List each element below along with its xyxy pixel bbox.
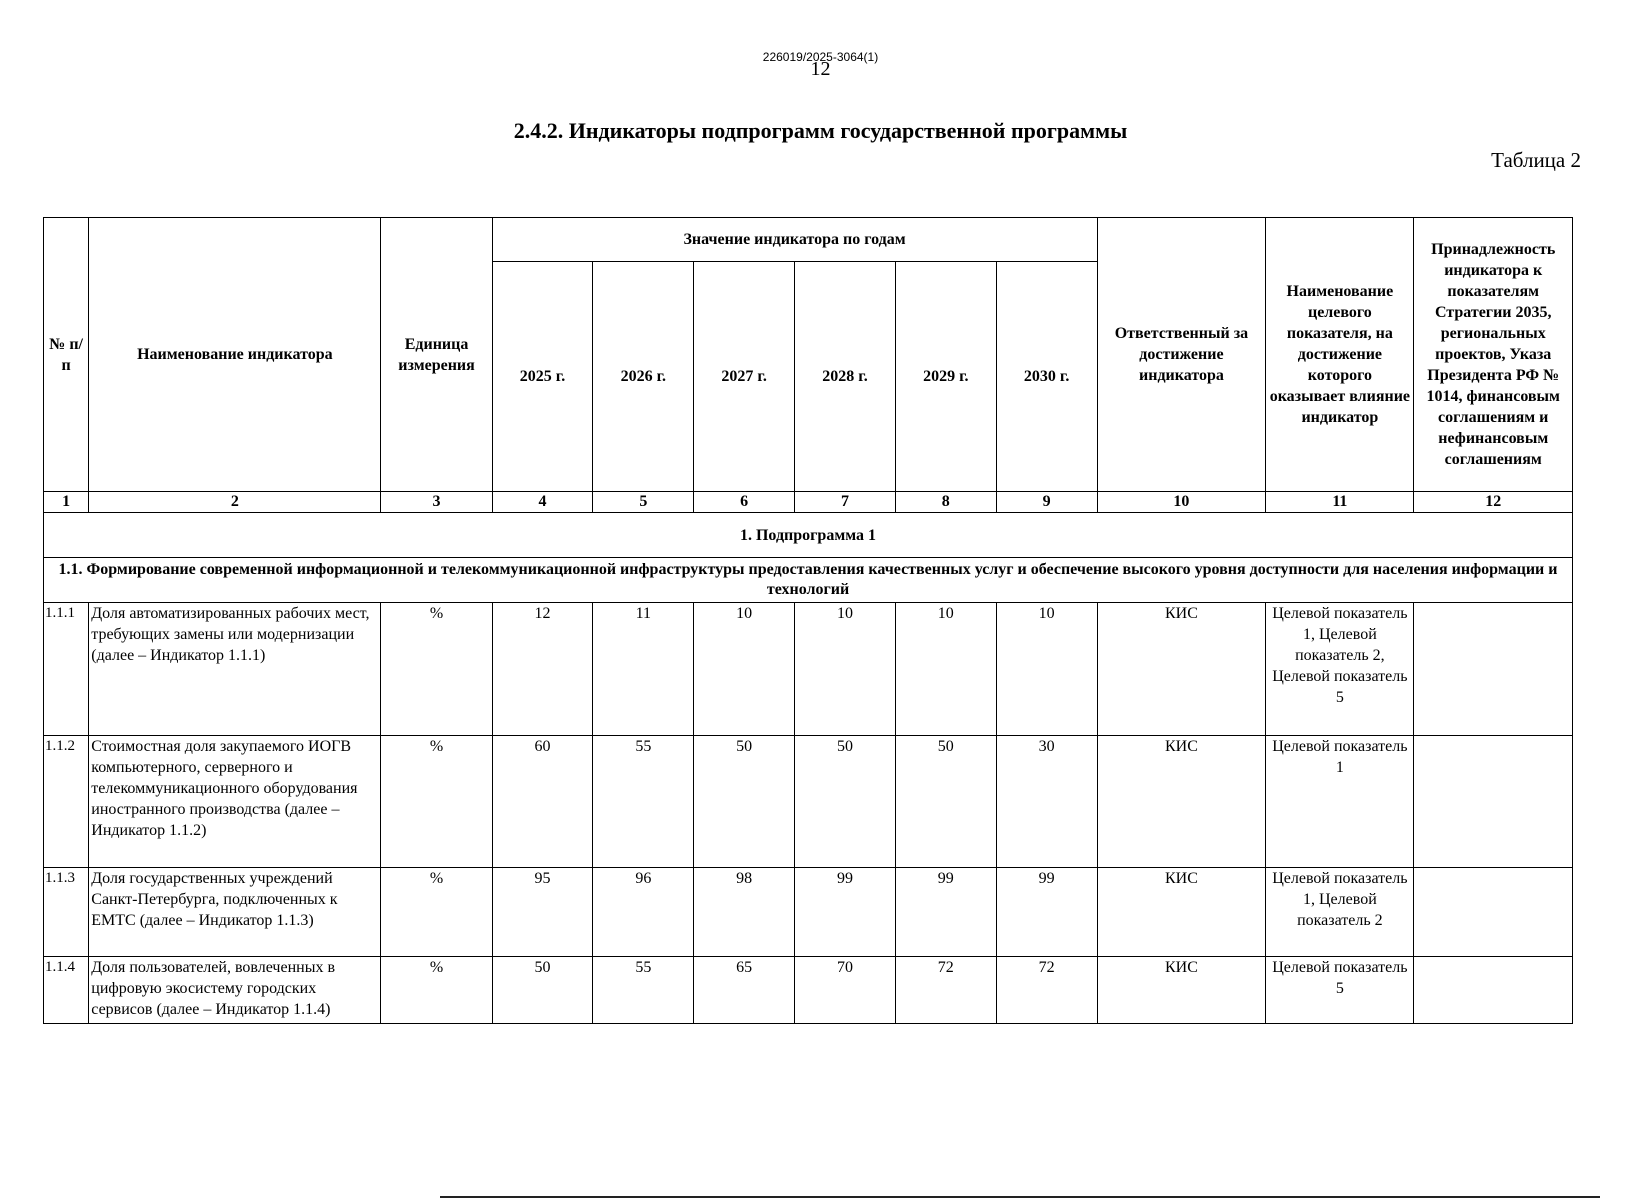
value-cell: 99 — [996, 868, 1097, 957]
page-bottom-rule — [440, 1196, 1600, 1198]
column-number: 12 — [1414, 492, 1573, 513]
header-target: Наименование целевого показателя, на достижение которого оказывает влияние индикатор — [1266, 218, 1414, 492]
belonging-cell — [1414, 957, 1573, 1024]
value-cell: 50 — [492, 957, 593, 1024]
column-number: 9 — [996, 492, 1097, 513]
header-name: Наименование индикатора — [89, 218, 381, 492]
page-number: 12 — [810, 58, 831, 80]
value-cell: 95 — [492, 868, 593, 957]
column-number: 4 — [492, 492, 593, 513]
belonging-cell — [1414, 868, 1573, 957]
responsible-cell: КИС — [1097, 868, 1266, 957]
value-cell: 72 — [895, 957, 996, 1024]
header-responsible: Ответственный за достижение индикатора — [1097, 218, 1266, 492]
header-values-group: Значение индикатора по годам — [492, 218, 1097, 262]
column-number: 11 — [1266, 492, 1414, 513]
column-number: 1 — [44, 492, 89, 513]
value-cell: 50 — [694, 736, 795, 868]
responsible-cell: КИС — [1097, 736, 1266, 868]
column-number: 8 — [895, 492, 996, 513]
column-number-row — [44, 492, 1573, 513]
row-number: 1.1.3 — [44, 868, 89, 957]
header-unit: Единица измерения — [381, 218, 492, 492]
subsection-row — [44, 558, 1573, 603]
section-row — [44, 513, 1573, 558]
belonging-cell — [1414, 603, 1573, 736]
table-row — [44, 957, 1573, 1024]
unit-cell: % — [381, 868, 492, 957]
column-number: 3 — [381, 492, 492, 513]
value-cell: 50 — [895, 736, 996, 868]
column-number: 5 — [593, 492, 694, 513]
value-cell: 98 — [694, 868, 795, 957]
value-cell: 10 — [895, 603, 996, 736]
header-year: 2030 г. — [996, 262, 1097, 492]
document-id: 226019/2025-3064(1) — [762, 50, 879, 64]
table-label: Таблица 2 — [1491, 148, 1581, 172]
section-title: 1. Подпрограмма 1 — [44, 513, 1573, 558]
belonging-cell — [1414, 736, 1573, 868]
subsection-title: 1.1. Формирование современной информационной и телекоммуникационной инфраструктуры предоставления качественных услуг и обеспечение высокого уровня доступности для населения информации и технологий — [44, 558, 1573, 603]
column-number: 6 — [694, 492, 795, 513]
value-cell: 30 — [996, 736, 1097, 868]
value-cell: 99 — [795, 868, 896, 957]
indicator-name: Доля автоматизированных рабочих мест, требующих замены или модернизации (далее – Индикатор 1.1.1) — [89, 603, 381, 736]
header-belonging: Принадлежность индикатора к показателям Стратегии 2035, региональных проектов, Указа Президента РФ № 1014, финансовым соглашениям и нефинансовым соглашениям — [1414, 218, 1573, 492]
value-cell: 11 — [593, 603, 694, 736]
responsible-cell: КИС — [1097, 603, 1266, 736]
value-cell: 55 — [593, 736, 694, 868]
value-cell: 60 — [492, 736, 593, 868]
row-number: 1.1.2 — [44, 736, 89, 868]
value-cell: 10 — [694, 603, 795, 736]
value-cell: 96 — [593, 868, 694, 957]
header-year: 2029 г. — [895, 262, 996, 492]
column-number: 7 — [795, 492, 896, 513]
value-cell: 12 — [492, 603, 593, 736]
header-year: 2027 г. — [694, 262, 795, 492]
indicators-table — [43, 217, 1573, 1024]
value-cell: 50 — [795, 736, 896, 868]
row-number: 1.1.4 — [44, 957, 89, 1024]
table-row — [44, 868, 1573, 957]
target-cell: Целевой показатель 1, Целевой показатель 2 — [1266, 868, 1414, 957]
value-cell: 65 — [694, 957, 795, 1024]
unit-cell: % — [381, 603, 492, 736]
unit-cell: % — [381, 957, 492, 1024]
responsible-cell: КИС — [1097, 957, 1266, 1024]
target-cell: Целевой показатель 1 — [1266, 736, 1414, 868]
table-row — [44, 603, 1573, 736]
column-number: 10 — [1097, 492, 1266, 513]
value-cell: 70 — [795, 957, 896, 1024]
value-cell: 72 — [996, 957, 1097, 1024]
header-year: 2028 г. — [795, 262, 896, 492]
unit-cell: % — [381, 736, 492, 868]
page-title: 2.4.2. Индикаторы подпрограмм государственной программы — [513, 118, 1128, 143]
row-number: 1.1.1 — [44, 603, 89, 736]
value-cell: 10 — [996, 603, 1097, 736]
target-cell: Целевой показатель 5 — [1266, 957, 1414, 1024]
value-cell: 10 — [795, 603, 896, 736]
table-row — [44, 736, 1573, 868]
header-no: № п/п — [44, 218, 89, 492]
value-cell: 55 — [593, 957, 694, 1024]
header-year: 2025 г. — [492, 262, 593, 492]
indicator-name: Стоимостная доля закупаемого ИОГВ компьютерного, серверного и телекоммуникационного оборудования иностранного производства (далее – Индикатор 1.1.2) — [89, 736, 381, 868]
header-year: 2026 г. — [593, 262, 694, 492]
column-number: 2 — [89, 492, 381, 513]
indicator-name: Доля государственных учреждений Санкт-Петербурга, подключенных к ЕМТС (далее – Индикатор 1.1.3) — [89, 868, 381, 957]
value-cell: 99 — [895, 868, 996, 957]
indicator-name: Доля пользователей, вовлеченных в цифровую экосистему городских сервисов (далее – Индикатор 1.1.4) — [89, 957, 381, 1024]
target-cell: Целевой показатель 1, Целевой показатель 2, Целевой показатель 5 — [1266, 603, 1414, 736]
